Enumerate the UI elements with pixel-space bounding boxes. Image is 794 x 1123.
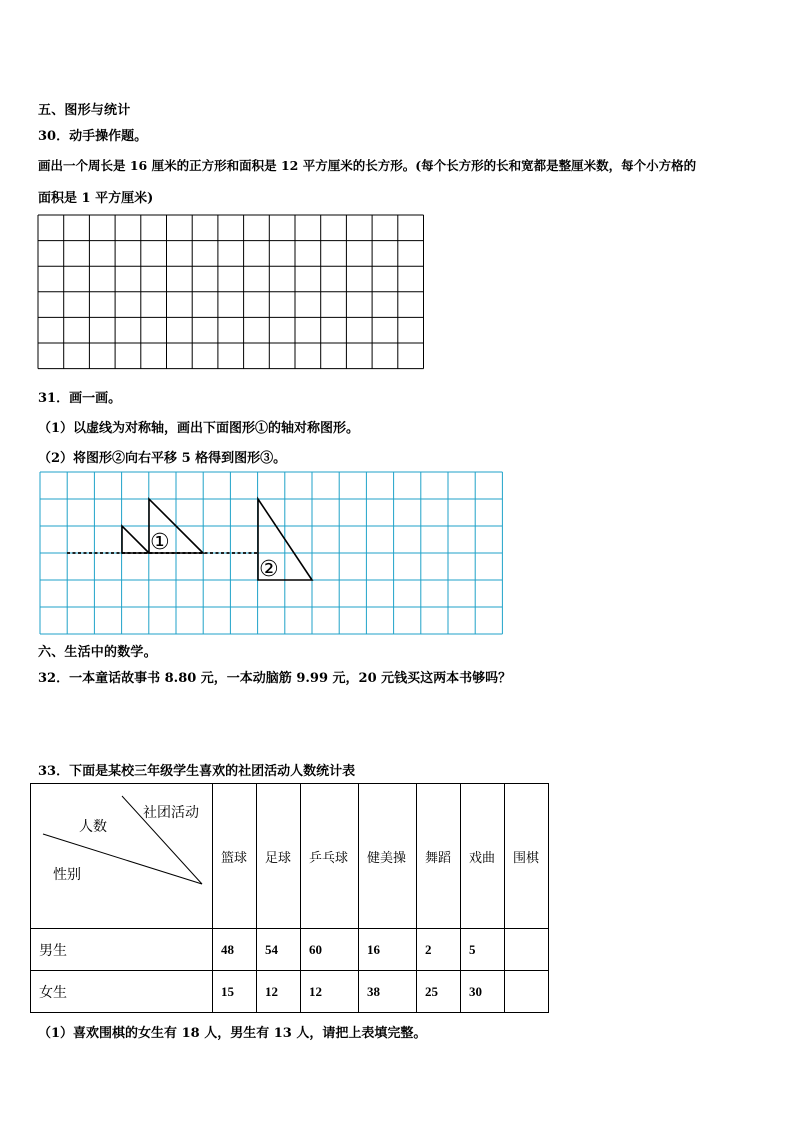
column-header: 健美操 [359, 784, 417, 929]
q31-grid-figure[interactable] [40, 472, 504, 634]
column-header: 舞蹈 [417, 784, 461, 929]
table-cell: 16 [359, 929, 417, 971]
question-30-text-line1: 画出一个周长是 16 厘米的正方形和面积是 12 平方厘米的长方形。(每个长方形的长和宽都是整厘米数，每个小方格的 [38, 158, 697, 173]
question-31-label: 31．画一画。 [38, 391, 122, 406]
table-header-corner-cell [31, 784, 213, 929]
table-cell: 48 [213, 929, 257, 971]
corner-label-gender: 性别 [53, 867, 81, 883]
question-31-part1: （1）以虚线为对称轴，画出下面图形①的轴对称图形。 [38, 421, 360, 436]
table-cell: 54 [257, 929, 301, 971]
section-6-title: 六、生活中的数学。 [38, 645, 157, 660]
table-cell: 12 [301, 971, 359, 1013]
question-30-text-line2: 面积是 1 平方厘米) [38, 191, 154, 206]
question-32-text: 32．一本童话故事书 8.80 元，一本动脑筋 9.99 元，20 元钱买这两本书够吗？ [38, 671, 512, 686]
table-cell: 38 [359, 971, 417, 1013]
go-boys-blank-cell[interactable] [505, 929, 549, 971]
column-header: 围棋 [505, 784, 549, 929]
club-activity-stats-table [30, 783, 549, 1013]
section-5-title: 五、图形与统计 [38, 103, 131, 118]
table-cell: 25 [417, 971, 461, 1013]
column-header: 篮球 [213, 784, 257, 929]
row-label-boys: 男生 [31, 929, 213, 971]
corner-label-activity: 社团活动 [143, 805, 199, 821]
shape-1-small-triangle [122, 526, 149, 553]
question-31-part2: （2）将图形②向右平移 5 格得到图形③。 [38, 451, 287, 466]
column-header: 戏曲 [461, 784, 505, 929]
shape-2-label: ② [259, 557, 279, 582]
go-girls-blank-cell[interactable] [505, 971, 549, 1013]
q30-square-grid[interactable] [38, 215, 424, 370]
table-cell: 30 [461, 971, 505, 1013]
table-cell: 2 [417, 929, 461, 971]
question-30-label: 30．动手操作题。 [38, 129, 148, 144]
shape-1-label: ① [150, 530, 170, 555]
row-label-girls: 女生 [31, 971, 213, 1013]
column-header: 足球 [257, 784, 301, 929]
question-33-note: （1）喜欢围棋的女生有 18 人，男生有 13 人，请把上表填完整。 [38, 1026, 427, 1041]
question-33-label: 33．下面是某校三年级学生喜欢的社团活动人数统计表 [38, 764, 356, 779]
table-cell: 15 [213, 971, 257, 1013]
table-cell: 5 [461, 929, 505, 971]
corner-label-count: 人数 [79, 819, 107, 835]
column-header: 乒乓球 [301, 784, 359, 929]
table-cell: 60 [301, 929, 359, 971]
table-cell: 12 [257, 971, 301, 1013]
